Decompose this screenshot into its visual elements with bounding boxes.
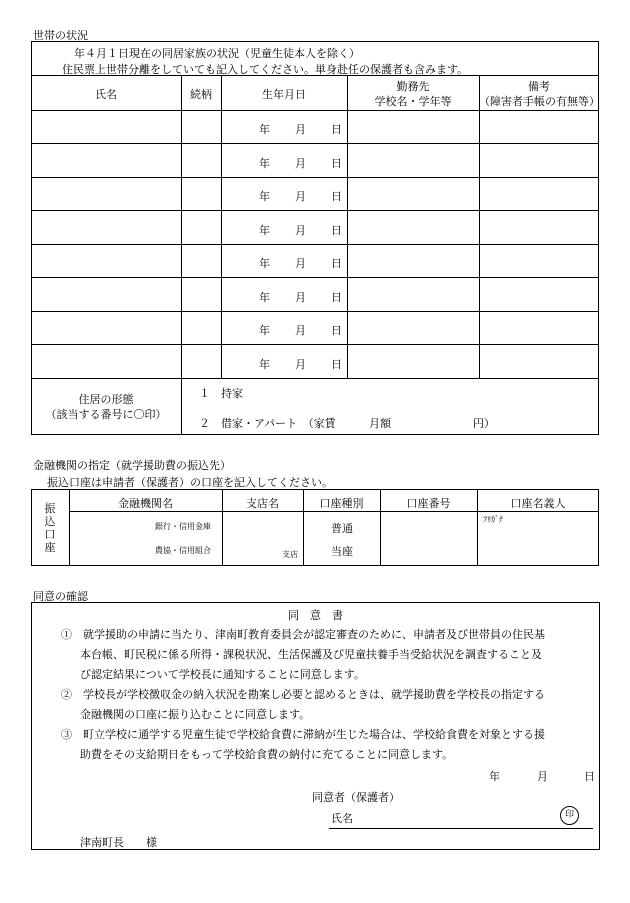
date-year-label: 年 — [259, 224, 270, 237]
holder-furigana-label: ﾌﾘｶﾞﾅ — [483, 515, 503, 524]
household-note-2: 住民票上世帯分離をしていても記入してください。単身赴任の保護者も含みます。 — [62, 63, 469, 76]
consent-section-title: 同意の確認 — [33, 590, 88, 603]
header-work-1: 勤務先 — [396, 80, 430, 93]
date-month-label: 月 — [295, 224, 306, 237]
date-year-label: 年 — [259, 291, 270, 304]
date-day-label: 日 — [331, 190, 342, 203]
institution-option-bank[interactable]: 銀行・信用金庫 — [155, 522, 211, 531]
account-type-current[interactable]: 当座 — [331, 545, 353, 558]
consent-addressee: 津南町長 様 — [80, 836, 157, 849]
consent-date-month: 月 — [537, 770, 548, 783]
housing-label-2: （該当する番号に〇印） — [45, 408, 167, 421]
institution-option-coop[interactable]: 農協・信用組合 — [155, 546, 211, 555]
date-month-label: 月 — [295, 324, 306, 337]
date-month-label: 月 — [295, 291, 306, 304]
consent-item-1-line-1: ① 就学援助の申請に当たり、津南町教育委員会が認定審査のために、申請者及び世帯員の住民基 — [61, 628, 545, 641]
date-day-label: 日 — [331, 157, 342, 170]
date-day-label: 日 — [331, 324, 342, 337]
bank-section-title: 金融機関の指定（就学援助費の振込先） — [33, 459, 231, 472]
date-day-label: 日 — [331, 291, 342, 304]
seal-mark: 印 — [560, 806, 579, 825]
consent-doc-title: 同 意 書 — [288, 609, 343, 622]
housing-label-1: 住居の形態 — [78, 393, 134, 406]
housing-option-rented[interactable]: ２ 借家・アパート （家賃 — [199, 417, 336, 430]
consent-item-2-line-1: ② 学校長が学校徴収金の納入状況を勘案し必要と認めるときは、就学援助費を学校長の指定する — [61, 688, 545, 701]
date-year-label: 年 — [259, 157, 270, 170]
date-month-label: 月 — [295, 123, 306, 136]
rent-monthly-label: 月額 — [369, 417, 391, 430]
consent-item-1-line-3: び認定結果について学校長に通知することに同意します。 — [80, 668, 365, 681]
bank-side-label: 振 込 口 座 — [44, 502, 56, 554]
date-day-label: 日 — [331, 123, 342, 136]
header-remarks-1: 備考 — [528, 80, 550, 93]
header-birth: 生年月日 — [262, 88, 306, 101]
consent-date-year: 年 — [489, 770, 500, 783]
consent-item-3-line-2: 助費をその支給期日をもって学校給食費の納付に充てることに同意します。 — [80, 748, 454, 761]
signer-name-label: 氏名 — [331, 812, 353, 825]
header-remarks-2: （障害者手帳の有無等） — [479, 95, 600, 108]
date-month-label: 月 — [295, 157, 306, 170]
header-work-2: 学校名・学年等 — [374, 95, 452, 108]
consent-date-day: 日 — [584, 770, 595, 783]
bank-header-type: 口座種別 — [319, 497, 364, 510]
consent-item-2-line-2: 金融機関の口座に振り込むことに同意します。 — [80, 708, 311, 721]
header-relation: 続柄 — [190, 88, 212, 101]
header-name: 氏名 — [95, 88, 117, 101]
consent-item-1-line-2: 本台帳、町民税に係る所得・課税状況、生活保護及び児童扶養手当受給状況を調査すること及 — [80, 648, 542, 661]
account-type-ordinary[interactable]: 普通 — [331, 522, 353, 535]
date-day-label: 日 — [331, 224, 342, 237]
bank-header-number: 口座番号 — [406, 497, 451, 510]
date-year-label: 年 — [259, 358, 270, 371]
branch-suffix: 支店 — [282, 550, 298, 559]
date-year-label: 年 — [259, 123, 270, 136]
date-year-label: 年 — [259, 257, 270, 270]
signer-label: 同意者（保護者） — [312, 791, 400, 804]
bank-note: 振込口座は申請者（保護者）の口座を記入してください。 — [47, 476, 333, 489]
housing-option-owned[interactable]: １ 持家 — [199, 387, 243, 400]
bank-header-branch: 支店名 — [246, 497, 279, 510]
date-month-label: 月 — [295, 190, 306, 203]
date-day-label: 日 — [331, 358, 342, 371]
date-year-label: 年 — [259, 190, 270, 203]
rent-yen-label: 円） — [473, 417, 495, 430]
date-month-label: 月 — [295, 358, 306, 371]
bank-header-institution: 金融機関名 — [118, 497, 173, 510]
household-note-1: 年４月１日現在の同居家族の状況（児童生徒本人を除く） — [74, 47, 360, 60]
signer-name-line[interactable] — [329, 828, 593, 829]
consent-item-3-line-1: ③ 町立学校に通学する児童生徒で学校給食費に滞納が生じた場合は、学校給食費を対象とする援 — [61, 728, 545, 741]
date-day-label: 日 — [331, 257, 342, 270]
date-year-label: 年 — [259, 324, 270, 337]
date-month-label: 月 — [295, 257, 306, 270]
household-section-title: 世帯の状況 — [33, 29, 88, 42]
bank-header-holder: 口座名義人 — [510, 497, 566, 510]
